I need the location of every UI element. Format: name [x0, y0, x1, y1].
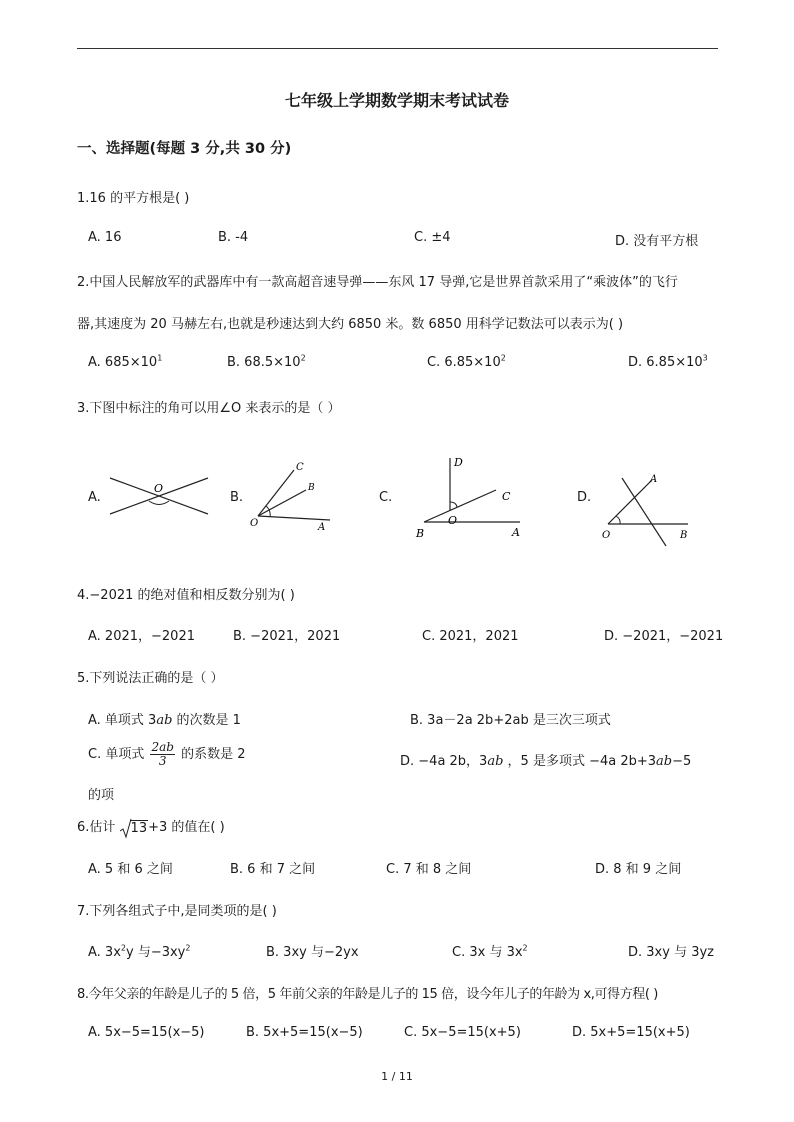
q3-option-a-label: A.: [88, 490, 101, 505]
section-heading: 一、选择题(每题 3 分,共 30 分): [77, 141, 292, 157]
q6-option-d: D. 8 和 9 之间: [595, 862, 682, 877]
q1-option-b: B. -4: [218, 230, 249, 245]
q6-option-b: B. 6 和 7 之间: [230, 862, 316, 877]
q2-option-d: D. $6.85\times 10^3$: [628, 353, 708, 370]
q8-option-a: A. 5x−5=15(x−5): [88, 1025, 205, 1040]
question-4-stem: 4.−2021 的绝对值和相反数分别为( ): [77, 588, 295, 603]
svg-text:O: O: [602, 530, 611, 541]
q5-option-b: B. 3a－2a 2b+2ab 是三次三项式: [410, 713, 611, 728]
q8-option-b: B. 5x+5=15(x−5): [246, 1025, 363, 1040]
page-number: 1 / 11: [381, 1070, 413, 1083]
q7-option-d: D. 3xy 与 3yz: [628, 945, 714, 960]
question-2-line-1: 2.中国人民解放军的武器库中有一款高超音速导弹——东风 17 导弹,它是世界首款采用了“乘波体”的飞行: [77, 275, 678, 290]
q6-sqrt: 13: [120, 820, 149, 836]
q3-figure-b: [248, 460, 338, 532]
svg-text:B: B: [308, 483, 315, 493]
q7-option-b: B. 3xy 与−2yx: [266, 945, 359, 960]
q3-figure-d: [600, 468, 700, 550]
q5-option-a: A. 单项式 3ab 的次数是 1: [88, 713, 241, 728]
svg-text:D: D: [454, 456, 463, 469]
q1-option-c: C. ±4: [414, 230, 451, 245]
q2-option-a: A. $685\times 10^1$: [88, 353, 163, 370]
q8-option-c: C. 5x−5=15(x+5): [404, 1025, 521, 1040]
question-2-line-2: 器,其速度为 20 马赫左右,也就是秒速达到大约 6850 米。数 6850 用科学记数法可以表示为( ): [77, 317, 624, 332]
question-5-stem: 5.下列说法正确的是（ ）: [77, 671, 224, 686]
q2-option-b: B. $68.5\times 10^2$: [227, 353, 306, 370]
q3-figure-c: [408, 452, 528, 540]
q3-option-c-label: C.: [379, 490, 393, 505]
q5-option-tail: 的项: [88, 788, 115, 803]
q4-option-c: C. 2021，2021: [422, 629, 519, 644]
question-8-stem: 8.今年父亲的年龄是儿子的 5 倍，5 年前父亲的年龄是儿子的 15 倍，设今年儿子的年龄为 x,可得方程( ): [77, 987, 658, 1002]
q3-option-b-label: B.: [230, 490, 244, 505]
q1-option-d: D. 没有平方根: [615, 234, 699, 249]
q6-option-a: A. 5 和 6 之间: [88, 862, 173, 877]
q1-option-a: A. 16: [88, 230, 122, 245]
question-7-stem: 7.下列各组式子中,是同类项的是( ): [77, 904, 277, 919]
question-1-stem: 1.16 的平方根是( ): [77, 191, 190, 206]
header-rule: [77, 48, 718, 49]
svg-text:C: C: [296, 462, 304, 473]
svg-text:B: B: [680, 530, 688, 541]
svg-text:A: A: [512, 526, 520, 539]
page-title: 七年级上学期数学期末考试试卷: [284, 91, 509, 110]
q4-option-d: D. −2021，−2021: [604, 629, 724, 644]
svg-text:C: C: [502, 490, 511, 503]
svg-text:O: O: [448, 514, 458, 527]
q5c-fraction: $\frac{2ab}{3}$: [151, 740, 174, 768]
question-3-stem: 3.下图中标注的角可以用∠O 来表示的是（ ）: [77, 401, 341, 416]
q5-option-c: C. 单项式 $\frac{2ab}{3}$ 的系数是 2: [88, 740, 246, 768]
svg-text:B: B: [416, 527, 425, 540]
q3-figure-a: [105, 468, 215, 524]
question-6-stem: 6.估计 13+3 的值在( ): [77, 820, 225, 836]
q2-option-c: C. $6.85\times 10^2$: [427, 353, 506, 370]
q4-option-a: A. 2021，−2021: [88, 629, 195, 644]
q8-option-d: D. 5x+5=15(x+5): [572, 1025, 690, 1040]
svg-text:O: O: [250, 518, 259, 529]
q5-option-d: D. −4a 2b，3ab ，5 是多项式 −4a 2b+3ab−5: [400, 754, 692, 769]
svg-text:A: A: [650, 474, 658, 485]
q6-option-c: C. 7 和 8 之间: [386, 862, 472, 877]
q3a-vertex-label: O: [154, 482, 164, 495]
q7-option-c: C. 3x 与 $3x^2$: [452, 943, 528, 960]
q4-option-b: B. −2021，2021: [233, 629, 341, 644]
q7-option-a: A. $3x^2y$ 与$-3xy^2$: [88, 943, 191, 960]
q3-option-d-label: D.: [577, 490, 592, 505]
svg-text:A: A: [318, 522, 326, 532]
